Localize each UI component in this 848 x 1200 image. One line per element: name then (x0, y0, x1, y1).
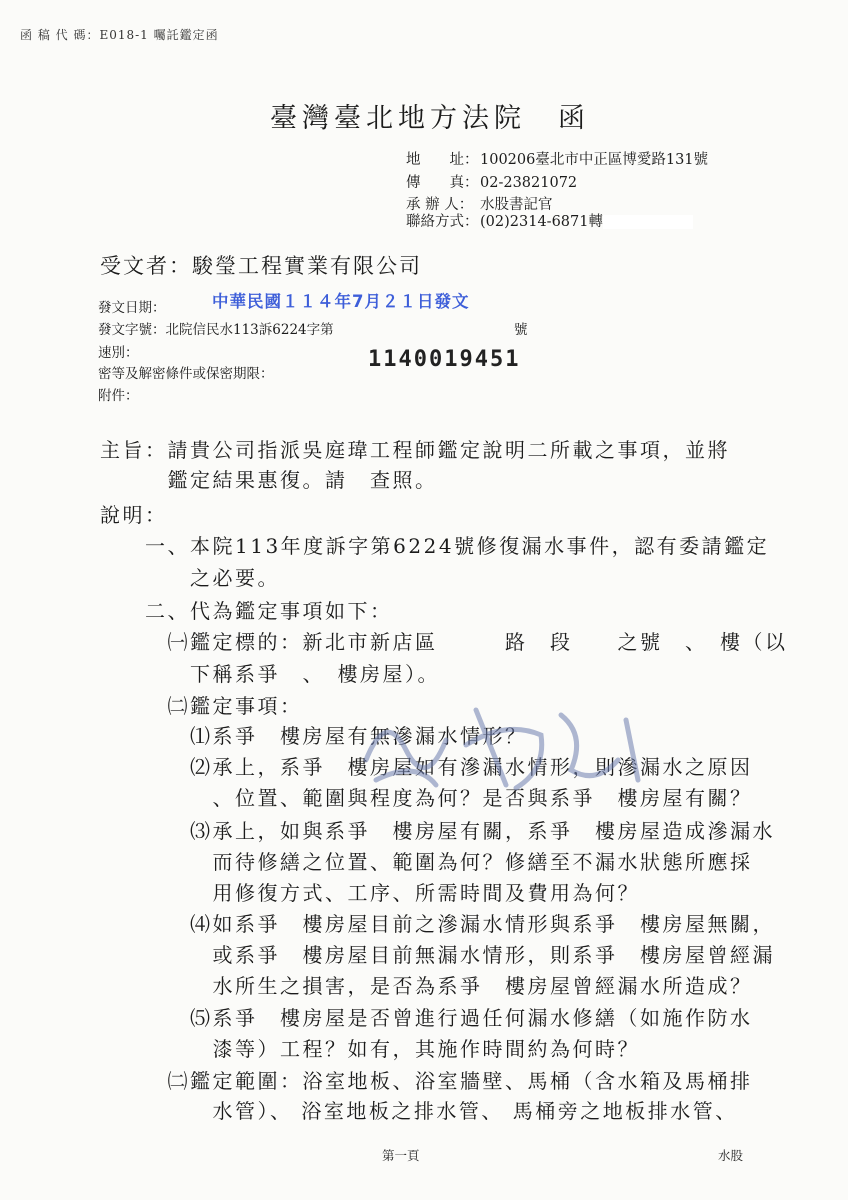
body-line: 用修復方式、工序、所需時間及費用為何？ (100, 881, 640, 905)
body-line: ㈡鑑定範圍：浴室地板、浴室牆壁、馬桶（含水箱及馬桶排 (100, 1069, 753, 1093)
document-serial-number: 1140019451 (368, 347, 521, 372)
form-code: 函 稿 代 碼：E018-1 囑託鑑定函 (20, 28, 219, 42)
body-line: 、位置、範圍與程度為何？是否與系爭 樓房屋有關？ (100, 786, 753, 810)
sender-address: 地 址： 100206臺北市中正區博愛路131號 (406, 152, 709, 168)
body-line: 而待修繕之位置、範圍為何？修繕至不漏水狀態所應採 (100, 850, 753, 874)
body-line: 水所生之損害，是否為系爭 樓房屋曾經漏水所造成？ (100, 974, 753, 998)
sender-fax: 傳 真： 02-23821072 (406, 175, 578, 191)
issue-date-stamp: 中華民國１１４年7月２１日發文 (212, 292, 470, 311)
body-line-subject: 主旨：請貴公司指派吳庭瑋工程師鑑定說明二所載之事項，並將 (100, 438, 730, 462)
body-line-explanation: 說明： (100, 503, 168, 527)
recipient-line: 受文者：駿瑩工程實業有限公司 (100, 254, 422, 278)
body-line: 二、代為鑑定事項如下： (100, 599, 393, 623)
doc-number-suffix: 號 (514, 322, 528, 338)
speed-label: 速別： (98, 345, 139, 361)
body-line: 或系爭 樓房屋目前無漏水情形，則系爭 樓房屋曾經漏 (100, 943, 775, 967)
body-line: ⑴系爭 樓房屋有無滲漏水情形？ (100, 724, 528, 748)
body-line: 下稱系爭 、 樓房屋）。 (100, 662, 440, 686)
body-line: ㈠鑑定標的：新北市新店區 路 段 之號 、 樓（以 (100, 630, 788, 654)
body-line: 鑑定結果惠復。請 查照。 (100, 468, 438, 492)
doc-number-label: 發文字號：北院信民水113訴6224字第 (98, 322, 334, 338)
footer-unit: 水股 (718, 1148, 744, 1163)
body-line: 漆等）工程？如有，其施作時間約為何時？ (100, 1037, 640, 1061)
page-number: 第一頁 (382, 1148, 420, 1163)
document-title: 臺灣臺北地方法院 函 (270, 103, 590, 134)
attachment-label: 附件： (98, 388, 139, 404)
body-line: ⑶承上，如與系爭 樓房屋有關，系爭 樓房屋造成滲漏水 (100, 819, 775, 843)
body-line: 之必要。 (100, 566, 280, 590)
body-line: 水管）、 浴室地板之排水管、 馬桶旁之地板排水管、 (100, 1099, 738, 1123)
official-seal-watermark (356, 690, 656, 800)
body-line: ⑸系爭 樓房屋是否曾進行過任何漏水修繕（如施作防水 (100, 1006, 753, 1030)
sender-clerk: 承 辦 人： 水股書記官 (406, 197, 553, 213)
body-line: ⑵承上，系爭 樓房屋如有滲漏水情形，則滲漏水之原因 (100, 755, 753, 779)
body-line: ⑷如系爭 樓房屋目前之滲漏水情形與系爭 樓房屋無關， (100, 912, 775, 936)
sender-contact: 聯絡方式： (02)2314-6871轉 (406, 210, 693, 231)
body-line: ㈡鑑定事項： (100, 694, 303, 718)
redaction-box (603, 215, 693, 229)
issue-date-label: 發文日期： (98, 300, 166, 316)
secrecy-label: 密等及解密條件或保密期限： (98, 366, 274, 382)
body-line: 一、本院113年度訴字第6224號修復漏水事件，認有委請鑑定 (100, 534, 770, 558)
